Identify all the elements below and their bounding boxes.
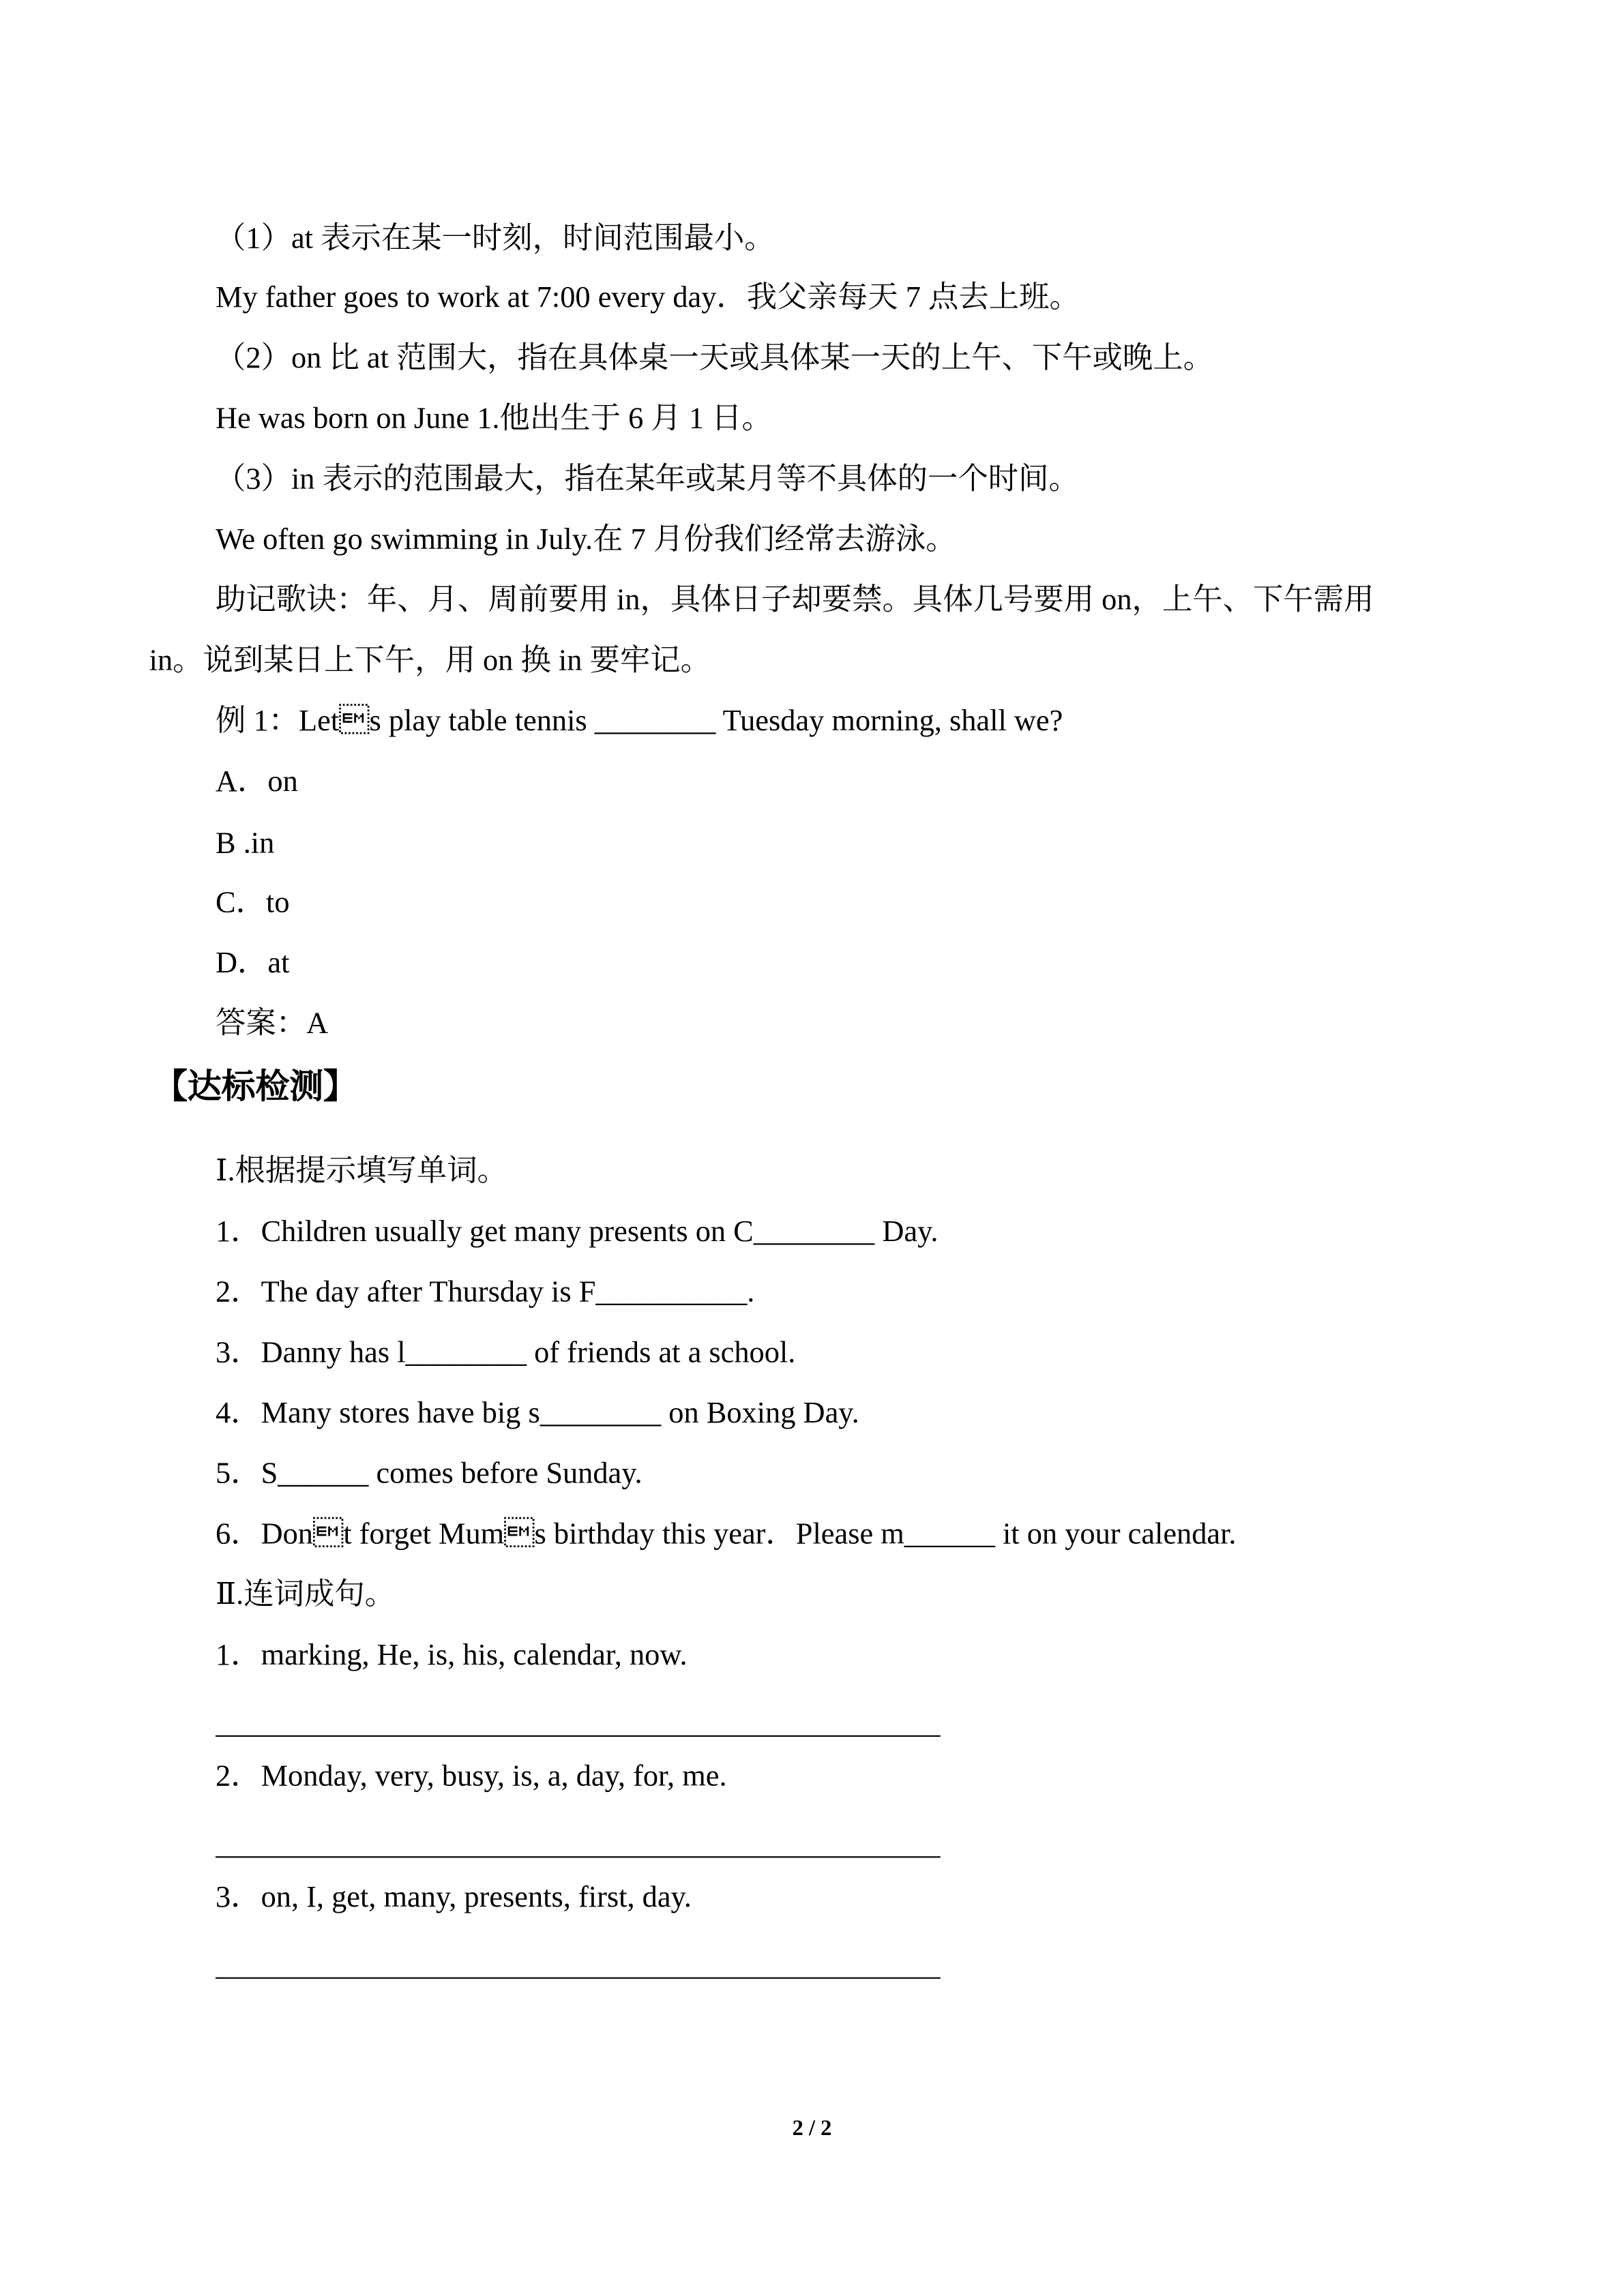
option-a: A．on <box>216 766 298 799</box>
at-rule: （1）at 表示在某一时刻，时间范围最小。 <box>216 222 775 256</box>
part2-title: Ⅱ.连词成句。 <box>216 1579 396 1611</box>
answer-line-1 <box>216 1735 941 1737</box>
part1-item-1: 1．Children usually get many presents on C________ Day. <box>216 1216 939 1249</box>
option-d: D．at <box>216 947 290 980</box>
in-rule: （3）in 表示的范围最大，指在某年或某月等不具体的一个时间。 <box>216 463 1079 496</box>
part2-item-3: 3．on, I, get, many, presents, first, day. <box>216 1881 692 1914</box>
answer-line-3 <box>216 1978 941 1979</box>
part1-item-6: 6．Dont forget Mums birthday this year．Please m______ it on your calendar. <box>216 1518 1237 1551</box>
section-title: 【达标检测】 <box>153 1068 357 1107</box>
mnemonic-line-2: in。说到某日上下午，用 on 换 in 要牢记。 <box>149 644 711 678</box>
part1-title: Ⅰ.根据提示填写单词。 <box>216 1155 508 1188</box>
on-example: He was born on June 1.他出生于 6 月 1 日。 <box>216 402 772 436</box>
option-c: C．to <box>216 886 290 920</box>
part2-item-1: 1．marking, He, is, his, calendar, now. <box>216 1639 688 1672</box>
part1-item-3: 3．Danny has l________ of friends at a school. <box>216 1337 796 1370</box>
page-number: 2 / 2 <box>792 2117 832 2141</box>
part1-item-4: 4．Many stores have big s________ on Boxing Day. <box>216 1397 859 1430</box>
example-answer: 答案：A <box>216 1007 329 1041</box>
part1-item-2: 2．The day after Thursday is F__________. <box>216 1276 755 1309</box>
in-example: We often go swimming in July.在 7 月份我们经常去游泳。 <box>216 524 956 556</box>
on-rule: （2）on 比 at 范围大，指在具体桌一天或具体某一天的上午、下午或晚上。 <box>216 342 1214 375</box>
answer-line-2 <box>216 1856 941 1858</box>
part2-item-2: 2．Monday, very, busy, is, a, day, for, me. <box>216 1760 727 1793</box>
example-question: 例 1：Lets play table tennis ________ Tuesday morning, shall we? <box>216 705 1063 738</box>
option-b: B .in <box>216 827 275 861</box>
part1-item-5: 5．S______ comes before Sunday. <box>216 1457 643 1491</box>
at-example: My father goes to work at 7:00 every day．我父亲每天 7 点去上班。 <box>216 282 1080 314</box>
mnemonic-line-1: 助记歌诀：年、月、周前要用 in，具体日子却要禁。具体几号要用 on，上午、下午需用 <box>216 584 1374 617</box>
